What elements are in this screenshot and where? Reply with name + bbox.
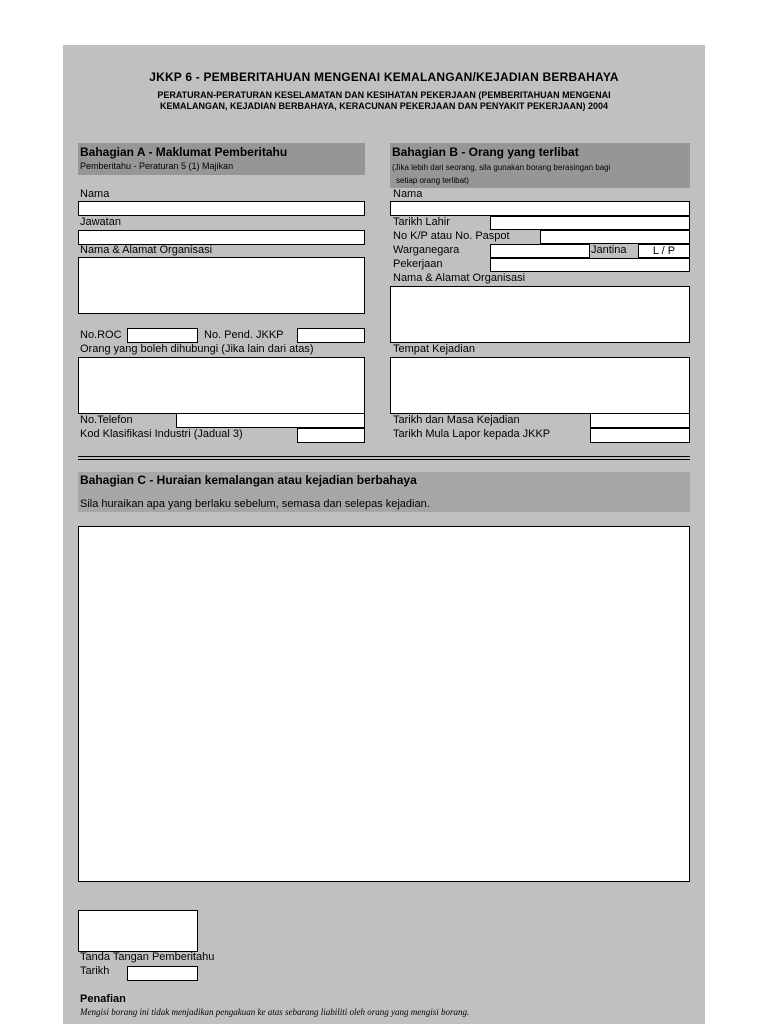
disclaimer-title: Penafian: [80, 993, 126, 1005]
a-pend-jkkp-field[interactable]: [297, 328, 365, 343]
section-b-note-line2: setiap orang terlibat): [396, 176, 469, 185]
a-kod-label: Kod Klasifikasi Industri (Jadual 3): [80, 428, 243, 440]
b-tarikh-masa-label: Tarikh dan Masa Kejadian: [393, 414, 520, 426]
form-sheet: [63, 45, 705, 1024]
section-a-subtitle: Pemberitahu - Peraturan 5 (1) Majikan: [80, 161, 234, 171]
b-nama-field[interactable]: [390, 201, 690, 216]
b-warganegara-label: Warganegara: [393, 244, 460, 256]
signature-box[interactable]: [78, 910, 198, 952]
b-kp-paspot-label: No K/P atau No. Paspot: [393, 230, 510, 242]
section-c-instruction: Sila huraikan apa yang berlaku sebelum, semasa dan selepas kejadian.: [80, 498, 430, 510]
a-nama-label: Nama: [80, 188, 110, 200]
form-subtitle-line1: PERATURAN-PERATURAN KESELAMATAN DAN KESIHATAN PEKERJAAN (PEMBERITAHUAN MENGENAI: [157, 90, 611, 100]
section-c-header: [78, 472, 690, 512]
section-a-header: [78, 143, 365, 175]
b-tarikh-masa-field[interactable]: [590, 413, 690, 428]
a-organisasi-label: Nama & Alamat Organisasi: [80, 244, 213, 256]
section-c-title: Bahagian C - Huraian kemalangan atau kejadian berbahaya: [80, 473, 417, 487]
signature-date-label: Tarikh: [80, 965, 110, 977]
a-nama-field[interactable]: [78, 201, 365, 216]
section-b-note: [392, 161, 610, 187]
b-warganegara-field[interactable]: [490, 244, 590, 258]
b-tarikh-lapor-label: Tarikh Mula Lapor kepada JKKP: [393, 428, 551, 440]
form-subtitle: [63, 90, 705, 112]
signature-label: Tanda Tangan Pemberitahu: [80, 951, 215, 963]
a-telefon-field[interactable]: [176, 413, 365, 428]
b-jantina-field[interactable]: L / P: [638, 244, 690, 258]
section-a-title: Bahagian A - Maklumat Pemberitahu: [80, 145, 288, 159]
section-c-description-field[interactable]: [78, 526, 690, 882]
separator-rule-top: [78, 456, 690, 457]
b-tempat-field[interactable]: [390, 357, 690, 414]
a-contact-label: Orang yang boleh dihubungi (Jika lain dari atas): [80, 343, 314, 355]
b-tarikh-lapor-field[interactable]: [590, 428, 690, 443]
a-telefon-label: No.Telefon: [80, 414, 133, 426]
a-roc-label: No.ROC: [80, 329, 122, 341]
signature-date-field[interactable]: [127, 966, 198, 981]
form-subtitle-line2: KEMALANGAN, KEJADIAN BERBAHAYA, KERACUNAN PEKERJAAN DAN PENYAKIT PEKERJAAN) 2004: [159, 101, 609, 111]
a-jawatan-field[interactable]: [78, 230, 365, 245]
section-b-note-line1: (Jika lebih dari seorang, sila gunakan borang berasingan bagi: [392, 163, 611, 172]
b-tarikh-lahir-label: Tarikh Lahir: [393, 216, 450, 228]
a-pend-jkkp-label: No. Pend. JKKP: [204, 329, 284, 341]
section-b-header: [390, 143, 690, 188]
b-organisasi-field[interactable]: [390, 286, 690, 343]
b-kp-paspot-field[interactable]: [540, 230, 690, 244]
b-jantina-label: Jantina: [591, 244, 627, 256]
b-pekerjaan-field[interactable]: [490, 258, 690, 272]
a-jawatan-label: Jawatan: [80, 216, 121, 228]
a-contact-field[interactable]: [78, 357, 365, 414]
b-pekerjaan-label: Pekerjaan: [393, 258, 443, 270]
a-kod-field[interactable]: [297, 428, 365, 443]
b-tarikh-lahir-field[interactable]: [490, 216, 690, 230]
separator-rule-bottom: [78, 459, 690, 460]
form-title: JKKP 6 - PEMBERITAHUAN MENGENAI KEMALANGAN/KEJADIAN BERBAHAYA: [149, 70, 619, 84]
b-nama-label: Nama: [393, 188, 423, 200]
b-tempat-label: Tempat Kejadian: [393, 343, 475, 355]
a-roc-field[interactable]: [127, 328, 198, 343]
section-b-title: Bahagian B - Orang yang terlibat: [392, 145, 579, 159]
b-organisasi-label: Nama & Alamat Organisasi: [393, 272, 526, 284]
a-organisasi-field[interactable]: [78, 257, 365, 314]
disclaimer-text: Mengisi borang ini tidak menjadikan pengakuan ke atas sebarang liabiliti oleh orang yang mengisi borang.: [80, 1007, 470, 1017]
